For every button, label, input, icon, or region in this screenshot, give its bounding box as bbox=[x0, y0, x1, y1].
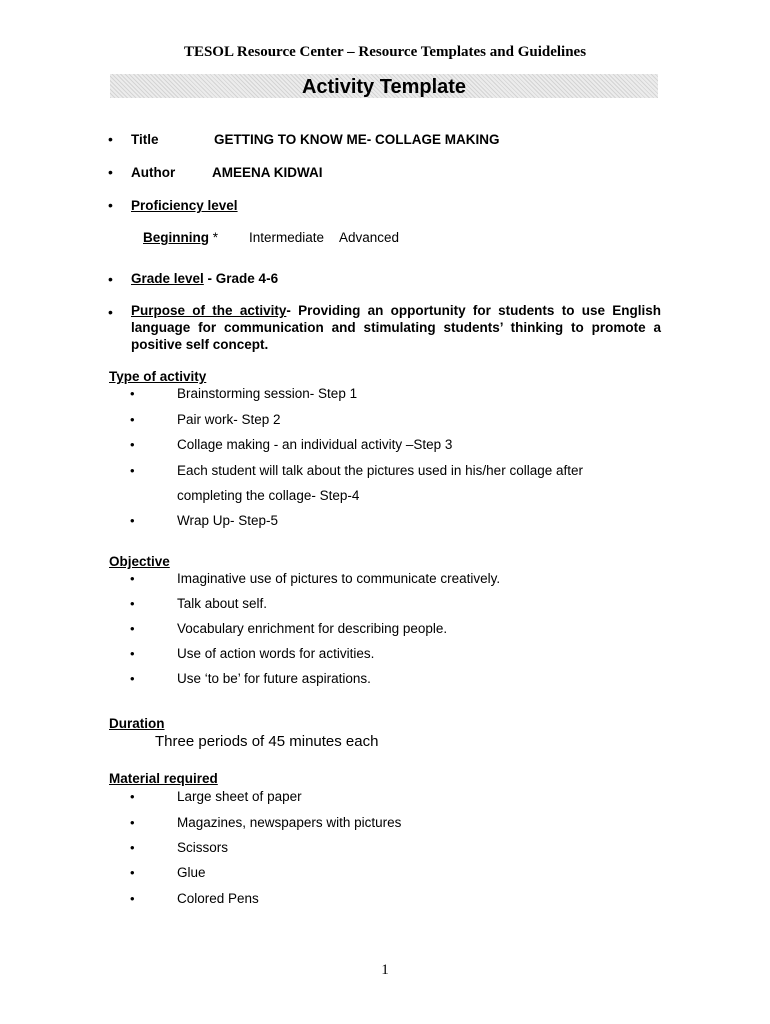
objective-item: Imaginative use of pictures to communicate creatively. bbox=[177, 571, 501, 586]
objective-item: Use of action words for activities. bbox=[177, 646, 375, 661]
activity-item: Pair work- Step 2 bbox=[177, 412, 281, 427]
activity-item: Brainstorming session- Step 1 bbox=[177, 386, 358, 401]
activity-item: Wrap Up- Step-5 bbox=[177, 513, 279, 528]
purpose-label: Purpose of the activity bbox=[131, 303, 287, 318]
proficiency-label: Proficiency level bbox=[131, 198, 238, 213]
bullet: • bbox=[108, 131, 113, 147]
purpose-value: - Providing an opportunity for students to use English language for communication and stimulating students’ thinking to promote a positive self concept. bbox=[131, 303, 661, 352]
bullet: • bbox=[108, 164, 113, 180]
activity-item-continuation: completing the collage- Step-4 bbox=[177, 488, 360, 503]
document-title: Activity Template bbox=[301, 76, 467, 98]
material-required-heading: Material required bbox=[109, 771, 218, 786]
bullet: • bbox=[130, 412, 135, 427]
bullet: • bbox=[130, 513, 135, 528]
proficiency-selected-mark: * bbox=[209, 230, 219, 245]
type-of-activity-heading: Type of activity bbox=[109, 369, 207, 384]
objective-heading: Objective bbox=[109, 554, 170, 569]
author-label: Author bbox=[131, 165, 176, 180]
bullet: • bbox=[130, 463, 135, 478]
bullet: • bbox=[130, 646, 135, 661]
duration-value: Three periods of 45 minutes each bbox=[155, 733, 379, 750]
bullet: • bbox=[130, 621, 135, 636]
bullet: • bbox=[130, 815, 135, 830]
activity-item: Collage making - an individual activity –Step 3 bbox=[177, 437, 453, 452]
document-title-bar bbox=[110, 74, 658, 98]
material-item: Scissors bbox=[177, 840, 229, 855]
bullet: • bbox=[130, 891, 135, 906]
title-label: Title bbox=[131, 132, 159, 147]
title-value: GETTING TO KNOW ME- COLLAGE MAKING bbox=[214, 132, 500, 147]
material-item: Large sheet of paper bbox=[177, 789, 302, 804]
material-item: Magazines, newspapers with pictures bbox=[177, 815, 402, 830]
proficiency-intermediate: Intermediate bbox=[249, 230, 325, 245]
page-header: TESOL Resource Center – Resource Templates and Guidelines bbox=[183, 44, 587, 60]
proficiency-advanced: Advanced bbox=[339, 230, 400, 245]
grade-label: Grade level bbox=[131, 271, 204, 286]
grade-level bbox=[131, 271, 278, 286]
duration-heading: Duration bbox=[109, 716, 165, 731]
bullet: • bbox=[108, 304, 113, 320]
material-item: Glue bbox=[177, 865, 206, 880]
grade-value: - Grade 4-6 bbox=[203, 271, 279, 286]
bullet: • bbox=[130, 840, 135, 855]
material-item: Colored Pens bbox=[177, 891, 259, 906]
bullet: • bbox=[130, 437, 135, 452]
objective-item: Talk about self. bbox=[177, 596, 268, 611]
proficiency-options bbox=[143, 230, 218, 245]
objective-item: Use ‘to be’ for future aspirations. bbox=[177, 671, 371, 686]
bullet: • bbox=[130, 386, 135, 401]
page-number: 1 bbox=[381, 962, 389, 978]
bullet: • bbox=[130, 596, 135, 611]
bullet: • bbox=[108, 197, 113, 213]
bullet: • bbox=[108, 271, 113, 287]
author-value: AMEENA KIDWAI bbox=[212, 165, 323, 180]
purpose-paragraph bbox=[131, 302, 661, 353]
proficiency-beginning: Beginning bbox=[143, 230, 209, 245]
bullet: • bbox=[130, 865, 135, 880]
bullet: • bbox=[130, 571, 135, 586]
objective-item: Vocabulary enrichment for describing people. bbox=[177, 621, 448, 636]
activity-item: Each student will talk about the pictures used in his/her collage after bbox=[177, 463, 583, 478]
bullet: • bbox=[130, 671, 135, 686]
bullet: • bbox=[130, 789, 135, 804]
